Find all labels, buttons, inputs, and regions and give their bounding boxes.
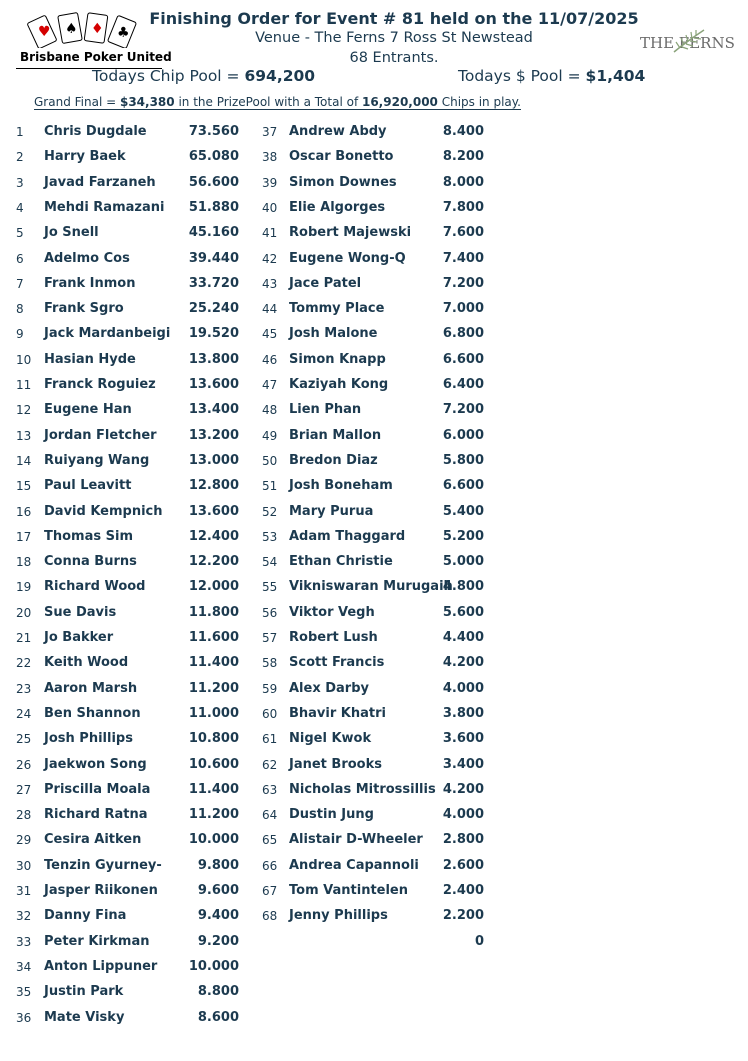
finish-position: 67 [262, 884, 278, 898]
chip-count: 10.000 [188, 832, 239, 848]
player-name: Frank Sgro [44, 301, 124, 317]
finish-position: 59 [262, 681, 278, 696]
finish-position: 4 [16, 200, 24, 215]
player-name: Peter Kirkman [44, 933, 150, 949]
result-row [16, 124, 246, 144]
player-name: Justin Park [44, 984, 124, 1000]
player-name: Alistair D-Wheeler [289, 832, 423, 848]
chip-count: 13.600 [188, 377, 239, 392]
finish-position: 55 [262, 580, 278, 595]
result-row [262, 352, 492, 372]
result-row [16, 807, 246, 827]
player-name: Tenzin Gyurney- [44, 857, 162, 873]
chip-count: 4.000 [442, 680, 484, 696]
finish-position: 43 [262, 276, 278, 291]
result-row [16, 301, 246, 321]
chip-count: 5.800 [442, 452, 484, 468]
result-row [262, 832, 492, 852]
player-name: Kaziyah Kong [289, 377, 389, 392]
finish-position: 10 [16, 352, 32, 367]
result-row [16, 554, 246, 574]
svg-text:♥: ♥ [38, 24, 51, 40]
player-name: Cesira Aitken [44, 832, 142, 848]
result-row [262, 402, 492, 422]
chip-count: 2.600 [442, 857, 484, 873]
finish-position: 58 [262, 656, 278, 671]
result-row [262, 554, 492, 574]
finish-position: 14 [16, 453, 32, 468]
result-row [262, 200, 492, 220]
chip-count: 45.160 [188, 225, 239, 241]
chip-count: 73.560 [188, 124, 239, 139]
grand-final-summary [34, 95, 521, 110]
player-name: Alex Darby [289, 680, 369, 696]
chip-count: 8.400 [442, 124, 484, 139]
finish-position: 19 [16, 580, 32, 595]
chip-count: 6.600 [442, 478, 484, 494]
player-name: Franck Roguiez [44, 377, 156, 392]
player-name: David Kempnich [44, 503, 163, 519]
player-name: Aaron Marsh [44, 680, 138, 696]
chip-count: 9.600 [197, 883, 239, 898]
dollar-pool [458, 67, 645, 85]
chip-count: 13.600 [188, 503, 239, 519]
result-row [16, 276, 246, 296]
finish-position: 13 [16, 428, 32, 443]
result-row [16, 200, 246, 220]
chip-count: 9.800 [197, 857, 239, 873]
finish-position: 16 [16, 504, 32, 519]
player-name: Jasper Riikonen [44, 883, 158, 898]
finish-position: 48 [262, 403, 278, 418]
player-name: Andrea Capannoli [289, 857, 419, 873]
result-row [16, 757, 246, 777]
player-name: Javad Farzaneh [44, 174, 156, 190]
player-name: Mary Purua [289, 503, 374, 519]
result-row [16, 352, 246, 372]
finish-position: 33 [16, 934, 32, 949]
entrants-count: 68 Entrants. [349, 50, 439, 66]
result-row [16, 579, 246, 599]
result-row [16, 175, 246, 195]
player-name: Richard Wood [44, 579, 146, 595]
player-name: Robert Majewski [289, 225, 412, 241]
finish-position: 57 [262, 631, 278, 645]
player-name: Tom Vantintelen [289, 883, 409, 898]
finish-position: 45 [262, 327, 278, 342]
result-row [16, 478, 246, 498]
player-name: Mehdi Ramazani [44, 199, 165, 215]
finish-position: 42 [262, 251, 278, 266]
player-name: Paul Leavitt [44, 478, 132, 494]
result-row [16, 402, 246, 422]
chip-count: 4.000 [442, 807, 484, 823]
player-name: Bhavir Khatri [289, 705, 386, 721]
result-row [262, 605, 492, 625]
chip-count: 7.600 [442, 225, 484, 241]
player-name: Jo Snell [44, 225, 99, 241]
finish-position: 66 [262, 858, 278, 873]
chip-count: 4.200 [442, 655, 484, 671]
chip-count: 5.000 [442, 554, 484, 570]
player-name: Scott Francis [289, 655, 385, 671]
chip-count: 8.600 [197, 1009, 239, 1025]
chip-count: 12.000 [188, 579, 239, 595]
player-name: Mate Visky [44, 1009, 125, 1025]
finish-position: 41 [262, 226, 278, 241]
finish-position: 18 [16, 555, 32, 570]
chip-count: 7.200 [442, 402, 484, 418]
player-name: Janet Brooks [289, 756, 382, 772]
chip-count: 7.000 [442, 301, 484, 317]
finish-position: 22 [16, 656, 32, 671]
svg-text:♦: ♦ [91, 21, 104, 37]
result-row [262, 175, 492, 195]
chip-count: 19.520 [188, 326, 239, 342]
finish-position: 2 [16, 150, 24, 165]
player-name: Simon Knapp [289, 351, 386, 367]
result-row [262, 377, 492, 397]
result-row [16, 655, 246, 675]
player-name: Chris Dugdale [44, 124, 147, 139]
result-row [262, 706, 492, 726]
result-row [16, 1010, 246, 1030]
chip-count: 65.080 [188, 149, 239, 165]
chip-count: 4.400 [442, 630, 484, 645]
player-name: Brian Mallon [289, 427, 382, 443]
finish-position: 44 [262, 302, 278, 317]
player-name: Vikniswaran Murugaih [289, 579, 453, 595]
finish-position: 36 [16, 1010, 32, 1025]
chip-pool-label: Todays Chip Pool = [92, 67, 245, 85]
result-row [262, 655, 492, 675]
result-row [16, 326, 246, 346]
result-row [262, 630, 492, 650]
player-name: Eugene Wong-Q [289, 250, 406, 266]
finish-position: 63 [262, 782, 278, 797]
finish-position: 28 [16, 808, 32, 823]
player-name: Tommy Place [289, 301, 385, 317]
finish-position: 17 [16, 529, 32, 544]
dollar-pool-label: Todays $ Pool = [458, 67, 586, 85]
chip-count: 2.800 [442, 832, 484, 848]
player-name: Josh Malone [289, 326, 378, 342]
finish-position: 12 [16, 403, 32, 418]
result-row [262, 225, 492, 245]
result-row [262, 579, 492, 599]
grand-suffix: Chips in play. [437, 95, 521, 109]
finish-position: 20 [16, 605, 32, 620]
finish-position: 53 [262, 529, 278, 544]
result-row [16, 377, 246, 397]
chip-count: 13.200 [188, 427, 239, 443]
result-row [262, 326, 492, 346]
result-row [262, 276, 492, 296]
finish-position: 61 [262, 732, 278, 747]
chip-count: 10.000 [188, 958, 239, 974]
finish-position: 54 [262, 555, 278, 570]
chip-count: 10.800 [188, 731, 239, 747]
result-row [262, 529, 492, 549]
finish-position: 60 [262, 706, 278, 721]
player-name: Sue Davis [44, 604, 117, 620]
chip-count: 11.400 [188, 655, 239, 671]
finish-position: 51 [262, 479, 278, 494]
player-name: Josh Boneham [289, 478, 393, 494]
venue-line: Venue - The Ferns 7 Ross St Newstead [255, 30, 533, 46]
player-name: Oscar Bonetto [289, 149, 394, 165]
finish-position: 31 [16, 884, 32, 898]
finish-position: 46 [262, 352, 278, 367]
chip-count: 6.400 [442, 377, 484, 392]
result-row [16, 504, 246, 524]
finish-position: 40 [262, 200, 278, 215]
result-row [16, 630, 246, 650]
chip-count: 51.880 [188, 199, 239, 215]
result-row [16, 428, 246, 448]
finish-position: 64 [262, 808, 278, 823]
chip-count: 5.400 [442, 503, 484, 519]
result-row [16, 251, 246, 271]
brand-name: Brisbane Poker United [20, 50, 172, 64]
chip-count: 13.000 [188, 452, 239, 468]
svg-text:♣: ♣ [117, 25, 130, 41]
chip-count: 11.800 [188, 604, 239, 620]
chip-count: 7.400 [442, 250, 484, 266]
player-name: Ruiyang Wang [44, 452, 150, 468]
player-name: Simon Downes [289, 174, 397, 190]
player-name: Ben Shannon [44, 705, 141, 721]
chip-count: 0 [474, 933, 484, 949]
player-name: Nigel Kwok [289, 731, 372, 747]
finish-position: 6 [16, 251, 24, 266]
finish-position: 8 [16, 302, 24, 317]
chip-count: 13.400 [188, 402, 239, 418]
player-name: Thomas Sim [44, 528, 134, 544]
finish-position: 50 [262, 453, 278, 468]
player-name: Bredon Diaz [289, 452, 378, 468]
finish-position: 26 [16, 757, 32, 772]
result-row [262, 681, 492, 701]
result-row [262, 757, 492, 777]
chip-count: 3.600 [442, 731, 484, 747]
chip-count: 3.800 [442, 705, 484, 721]
chip-pool [92, 67, 315, 85]
finish-position: 30 [16, 858, 32, 873]
chip-count: 9.400 [197, 908, 239, 924]
finish-position: 25 [16, 732, 32, 747]
chip-count: 33.720 [188, 275, 239, 291]
chip-count: 6.600 [442, 351, 484, 367]
player-name: Jordan Fletcher [44, 427, 157, 443]
finish-position: 52 [262, 504, 278, 519]
player-name: Anton Lippuner [44, 958, 158, 974]
player-name: Jace Patel [289, 275, 362, 291]
chip-count: 8.200 [442, 149, 484, 165]
chip-count: 25.240 [188, 301, 239, 317]
result-row [262, 883, 492, 903]
player-name: Nicholas Mitrossillis [289, 781, 436, 797]
finish-position: 3 [16, 175, 24, 190]
result-row [262, 504, 492, 524]
chip-count: 13.800 [188, 351, 239, 367]
result-row [16, 731, 246, 751]
chip-count: 2.400 [442, 883, 484, 898]
result-row [16, 832, 246, 852]
result-row [262, 731, 492, 751]
result-row [262, 478, 492, 498]
player-name: Jaekwon Song [44, 756, 147, 772]
result-row [16, 605, 246, 625]
finish-position: 35 [16, 985, 32, 1000]
result-row [16, 782, 246, 802]
player-name: Frank Inmon [44, 275, 136, 291]
finish-position: 37 [262, 125, 278, 139]
result-row [16, 883, 246, 903]
result-row [262, 934, 492, 954]
player-name: Jo Bakker [44, 630, 114, 645]
chip-count: 5.200 [442, 528, 484, 544]
chip-count: 2.200 [442, 908, 484, 924]
player-name: Danny Fina [44, 908, 127, 924]
chip-count: 8.000 [442, 174, 484, 190]
player-name: Robert Lush [289, 630, 378, 645]
chip-count: 39.440 [188, 250, 239, 266]
chip-count: 12.400 [188, 528, 239, 544]
chip-pool-value: 694,200 [244, 67, 316, 85]
chip-count: 8.800 [197, 984, 239, 1000]
result-row [16, 225, 246, 245]
player-name: Richard Ratna [44, 807, 148, 823]
chip-count: 6.000 [442, 427, 484, 443]
finish-position: 49 [262, 428, 278, 443]
finish-position: 21 [16, 631, 32, 645]
chip-count: 10.600 [188, 756, 239, 772]
dollar-pool-value: $1,404 [585, 67, 646, 85]
grand-prefix: Grand Final = [34, 95, 120, 109]
result-row [262, 428, 492, 448]
finish-position: 11 [16, 378, 32, 392]
chip-count: 7.800 [442, 199, 484, 215]
finish-position: 47 [262, 378, 278, 392]
result-row [262, 453, 492, 473]
chip-count: 9.200 [197, 933, 239, 949]
result-row [262, 858, 492, 878]
finish-position: 1 [16, 125, 24, 139]
chip-count: 11.200 [188, 807, 239, 823]
chip-count: 4.800 [442, 579, 484, 595]
finish-position: 62 [262, 757, 278, 772]
chip-count: 7.200 [442, 275, 484, 291]
page-title: Finishing Order for Event # 81 held on the 11/07/2025 [149, 9, 639, 28]
finish-position: 23 [16, 681, 32, 696]
result-row [16, 453, 246, 473]
chip-count: 12.800 [188, 478, 239, 494]
chip-count: 11.000 [188, 705, 239, 721]
result-row [262, 807, 492, 827]
player-name: Conna Burns [44, 554, 137, 570]
finish-position: 24 [16, 706, 32, 721]
grand-value: $34,380 [119, 95, 175, 109]
player-name: Jenny Phillips [289, 908, 388, 924]
finish-position: 7 [16, 276, 24, 291]
grand-middle: in the PrizePool with a Total of [174, 95, 362, 109]
result-row [16, 934, 246, 954]
chip-count: 4.200 [442, 781, 484, 797]
chip-count: 3.400 [442, 756, 484, 772]
chip-count: 6.800 [442, 326, 484, 342]
finish-position: 15 [16, 479, 32, 494]
chip-count: 12.200 [188, 554, 239, 570]
result-row [262, 782, 492, 802]
finish-position: 34 [16, 959, 32, 974]
player-name: Hasian Hyde [44, 351, 136, 367]
result-row [16, 959, 246, 979]
result-row [262, 301, 492, 321]
result-row [16, 858, 246, 878]
player-name: Josh Phillips [44, 731, 133, 747]
finish-position: 9 [16, 327, 24, 342]
result-row [262, 251, 492, 271]
result-row [16, 984, 246, 1004]
finish-position: 32 [16, 909, 32, 924]
player-name: Dustin Jung [289, 807, 374, 823]
finish-position: 68 [262, 909, 278, 924]
player-name: Eugene Han [44, 402, 132, 418]
grand-chips: 16,920,000 [361, 95, 438, 109]
player-name: Ethan Christie [289, 554, 393, 570]
player-name: Andrew Abdy [289, 124, 387, 139]
result-row [262, 124, 492, 144]
result-row [16, 908, 246, 928]
player-name: Elie Algorges [289, 199, 386, 215]
finish-position: 65 [262, 833, 278, 848]
player-name: Priscilla Moala [44, 781, 151, 797]
finish-position: 29 [16, 833, 32, 848]
chip-count: 11.600 [188, 630, 239, 645]
player-name: Keith Wood [44, 655, 129, 671]
result-row [16, 149, 246, 169]
finish-position: 38 [262, 150, 278, 165]
result-row [262, 149, 492, 169]
player-name: Harry Baek [44, 149, 126, 165]
chip-count: 11.200 [188, 680, 239, 696]
chip-count: 5.600 [442, 604, 484, 620]
finish-position: 5 [16, 226, 24, 241]
player-name: Adelmo Cos [44, 250, 130, 266]
player-name: Adam Thaggard [289, 528, 406, 544]
result-row [16, 681, 246, 701]
player-name: Lien Phan [289, 402, 362, 418]
finish-position: 39 [262, 175, 278, 190]
finish-position: 27 [16, 782, 32, 797]
result-row [16, 706, 246, 726]
chip-count: 11.400 [188, 781, 239, 797]
result-row [262, 908, 492, 928]
player-name: Jack Mardanbeigi [44, 326, 171, 342]
result-row [16, 529, 246, 549]
finish-position: 56 [262, 605, 278, 620]
venue-logo-text: THE FERNS [640, 34, 735, 52]
chip-count: 56.600 [188, 174, 239, 190]
svg-text:♠: ♠ [65, 21, 78, 37]
player-name: Viktor Vegh [289, 604, 375, 620]
